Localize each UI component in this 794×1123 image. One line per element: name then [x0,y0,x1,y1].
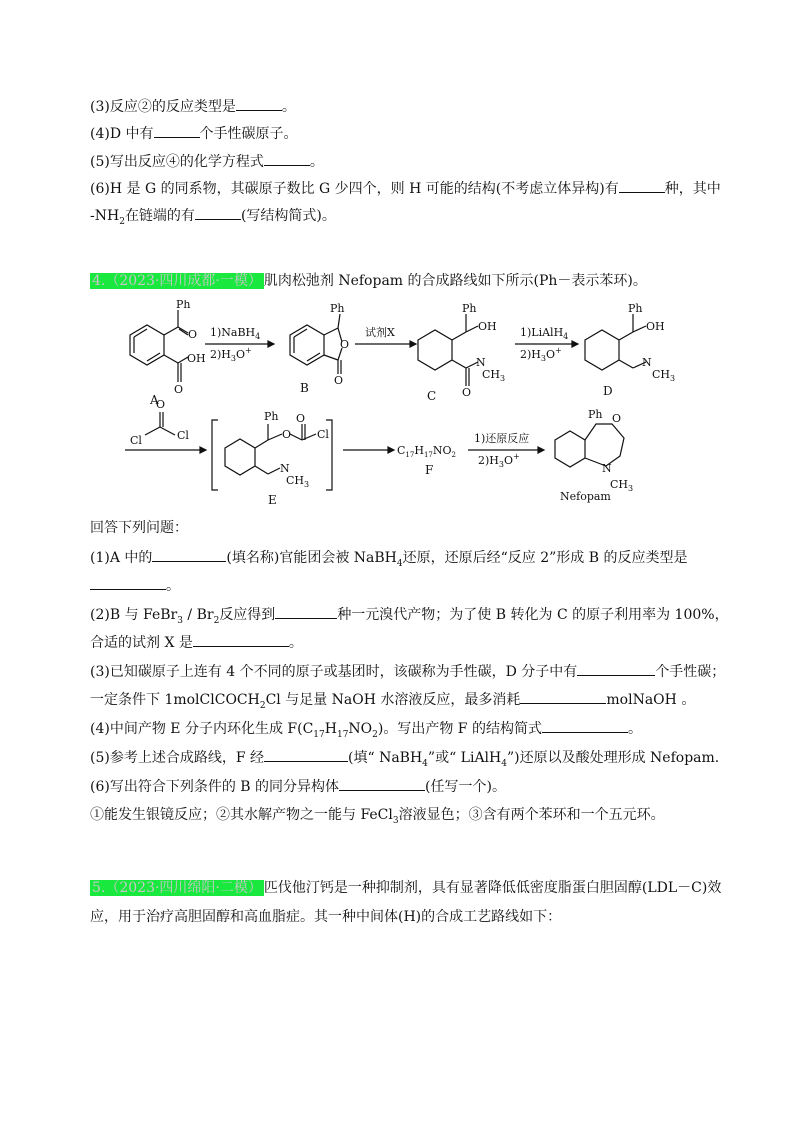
svg-text:B: B [300,381,309,395]
svg-text:OH: OH [187,352,206,365]
svg-text:CH3: $CH_3$ [482,368,506,383]
q4-answer-intro: 回答下列问题： [90,520,188,536]
q3-line-6a: (6)H 是 G 的同系物，其碳原子数比 G 少四个，则 H 可能的结构(不考虑立体异构)有 种，其中 [90,178,721,199]
svg-text:Cl: Cl [130,434,142,447]
svg-text:O: O [334,374,344,387]
svg-text:N: N [602,462,612,475]
q3-line-3: (3)反应②的反应类型是 。 [90,96,296,117]
q5-line-2: 应，用于治疗高胆固醇和高血脂症。其一种中间体(H)的合成工艺路线如下： [90,909,562,925]
q4-part-5: (5)参考上述合成路线，F 经 (填“ NaBH$_4$”或“ LiAlH$_4$”)还原以及酸处理形成 Nefopam. [90,747,719,774]
q4-part-1a: (1)A 中的 (填名称)官能团会被 NaBH$_4$还原，还原后经“反应 2”形成 B 的反应类型是 [90,547,687,574]
svg-text:Ph: Ph [330,302,345,315]
svg-text:Ph: Ph [462,302,477,315]
svg-text:CH3: $CH_3$ [286,474,310,489]
svg-text:C17H17NO2: $C_{17}H_{17}NO_2$ [397,444,456,459]
svg-text:N: N [280,462,290,475]
svg-text:O: O [174,383,184,396]
q3-line-4: (4)D 中有 个手性碳原子。 [90,123,298,144]
svg-text:O: O [340,338,350,351]
svg-text:试剂X: 试剂X [365,326,395,339]
svg-text:E: E [268,493,277,507]
q4-part-3a: (3)已知碳原子上连有 4 个不同的原子或基团时，该碳称为手性碳，D 分子中有 个手性碳； [90,661,725,682]
q5-source-tag: 5.（2023·四川绵阳·二模） [92,880,262,896]
svg-text:2)H3O+: $2)H_3O^+$ [210,346,252,363]
svg-text:2)H3O+: $2)H_3O^+$ [520,346,562,363]
q4-source-tag: 4.（2023·四川成都·一模） [92,273,262,289]
q4-part-2a: (2)B 与 FeBr$_3$ / $Br_2$反应得到 种一元溴代产物；为了使 B 转化为 C 的原子利用率为 100%， [90,604,729,631]
q4-part-4: (4)中间产物 E 分子内环化生成 $F(C_{17}H_{17}NO_2)$。写出产物 F 的结构简式 。 [90,718,642,745]
svg-text:Ph: Ph [176,300,191,311]
svg-text:Cl: Cl [317,428,329,441]
svg-text:O: O [462,386,472,399]
q5-title: 5.（2023·四川绵阳·二模） 匹伐他汀钙是一种抑制剂，具有显著降低低密度脂蛋白胆固醇(LDL－C)效 [92,880,722,896]
svg-text:Ph: Ph [628,302,643,315]
svg-text:O: O [282,428,292,441]
svg-text:O: O [612,412,622,425]
svg-text:Ph: Ph [264,410,279,423]
svg-text:CH3: $CH_3$ [652,368,676,383]
synthesis-scheme [90,300,710,510]
q4-part-6-conditions: ①能发生银镜反应；②其水解产物之一能与 FeCl$_3$溶液显色；③含有两个苯环和一个五元环。 [90,807,665,826]
q3-line-5: (5)写出反应④的化学方程式 。 [90,151,324,172]
svg-text:N: N [476,356,486,369]
q4-title: 4.（2023·四川成都·一模） 肌肉松弛剂 Nefopam 的合成路线如下所示(Ph－表示苯环)。 [92,273,647,289]
q4-part-3b: 一定条件下 1molClCOCH$_2$Cl 与足量 NaOH 水溶液反应，最多消耗 molNaOH 。 [90,689,695,716]
svg-text:OH: OH [478,320,497,333]
svg-text:Nefopam: Nefopam [560,490,611,503]
svg-text:O: O [188,328,198,341]
svg-text:C: C [427,389,437,403]
svg-text:A: A [150,393,159,407]
svg-text:Cl: Cl [177,429,189,442]
svg-text:Ph: Ph [588,408,603,421]
q4-part-2b: 合适的试剂 X 是 。 [90,632,303,653]
svg-text:1)LiAlH4: 1)LiAlH$_4$ [520,326,569,341]
svg-text:O: O [296,412,306,425]
svg-text:O: O [156,398,166,411]
q4-part-6: (6)写出符合下列条件的 B 的同分异构体 (任写一个)。 [90,776,506,797]
svg-text:1)还原反应: 1)还原反应 [474,432,530,445]
svg-text:OH: OH [646,320,665,333]
svg-text:2)H3O+: $2)H_3O^+$ [478,452,520,469]
svg-text:CH3: $CH_3$ [610,478,634,493]
svg-text:N: N [642,356,652,369]
svg-text:D: D [603,384,613,398]
svg-text:1)NaBH4: 1)NaBH$_4$ [210,326,261,341]
q3-line-6b: $-NH_2$在链端的有 (写结构简式)。 [90,205,336,232]
svg-text:F: F [425,463,434,477]
q4-part-1b: 。 [90,575,180,596]
